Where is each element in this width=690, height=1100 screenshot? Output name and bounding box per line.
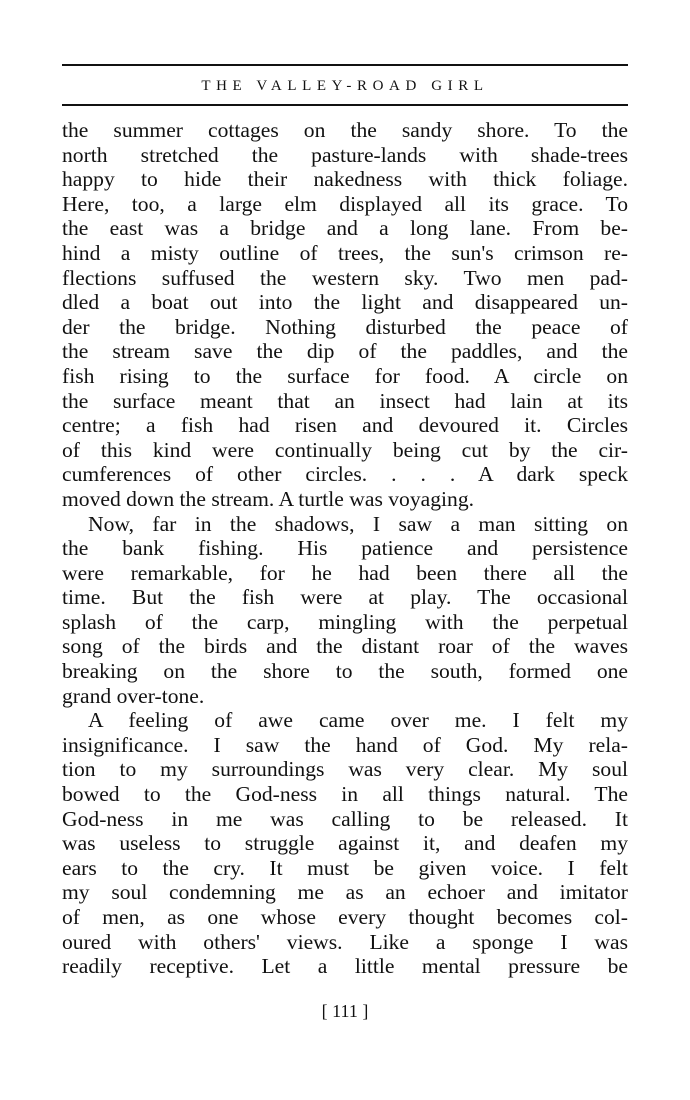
text-line: my soul condemning me as an echoer and imitator bbox=[62, 880, 628, 905]
text-line: fish rising to the surface for food. A circle on bbox=[62, 363, 628, 388]
text-line: centre; a fish had risen and devoured it. Circles bbox=[62, 413, 628, 438]
text-line: bowed to the God-ness in all things natural. The bbox=[62, 782, 628, 807]
text-line: Now, far in the shadows, I saw a man sitting on bbox=[88, 511, 628, 536]
text-line: was useless to struggle against it, and deafen my bbox=[62, 831, 628, 856]
page-number: [ 111 ] bbox=[321, 1001, 369, 1021]
text-line: flections suffused the western sky. Two men pad- bbox=[62, 265, 628, 290]
text-line: moved down the stream. A turtle was voyaging. bbox=[62, 486, 475, 511]
text-line: hind a misty outline of trees, the sun's crimson re- bbox=[62, 240, 628, 265]
text-line: dled a boat out into the light and disappeared un- bbox=[62, 290, 628, 315]
text-line: A feeling of awe came over me. I felt my bbox=[88, 708, 628, 733]
text-line: song of the birds and the distant roar of the waves bbox=[62, 634, 628, 659]
header-rule-bottom bbox=[62, 104, 628, 106]
text-line: north stretched the pasture-lands with shade-trees bbox=[62, 142, 628, 167]
text-line: ears to the cry. It must be given voice. I felt bbox=[62, 855, 628, 880]
text-line: insignificance. I saw the hand of God. My rela- bbox=[62, 732, 628, 757]
text-line: readily receptive. Let a little mental pressure be bbox=[62, 954, 628, 979]
body-text bbox=[62, 118, 628, 979]
text-line: time. But the fish were at play. The occasional bbox=[62, 585, 628, 610]
text-line: happy to hide their nakedness with thick foliage. bbox=[62, 167, 628, 192]
text-line: cumferences of other circles. . . . A dark speck bbox=[62, 462, 628, 487]
text-line: the summer cottages on the sandy shore. To the bbox=[62, 118, 628, 142]
text-line: the stream save the dip of the paddles, and the bbox=[62, 339, 628, 364]
text-line: Here, too, a large elm displayed all its grace. To bbox=[62, 191, 628, 216]
text-line: of this kind were continually being cut by the cir- bbox=[62, 437, 628, 462]
text-line: grand over-tone. bbox=[62, 683, 205, 708]
text-line: splash of the carp, mingling with the perpetual bbox=[62, 609, 628, 634]
text-line: the east was a bridge and a long lane. From be- bbox=[62, 216, 628, 241]
text-line: breaking on the shore to the south, formed one bbox=[62, 659, 628, 684]
text-line: were remarkable, for he had been there all the bbox=[62, 560, 628, 585]
text-line: of men, as one whose every thought becomes col- bbox=[62, 905, 628, 929]
running-head: THE VALLEY-ROAD GIRL bbox=[201, 78, 489, 94]
text-line: the surface meant that an insect had lain at its bbox=[62, 388, 628, 413]
text-line: der the bridge. Nothing disturbed the peace of bbox=[62, 314, 628, 339]
text-line: oured with others' views. Like a sponge I was bbox=[62, 929, 628, 954]
text-line: God-ness in me was calling to be released. It bbox=[62, 806, 628, 831]
header-rule-top bbox=[62, 64, 628, 66]
text-line: tion to my surroundings was very clear. My soul bbox=[62, 757, 628, 782]
text-line: the bank fishing. His patience and persistence bbox=[62, 536, 628, 561]
